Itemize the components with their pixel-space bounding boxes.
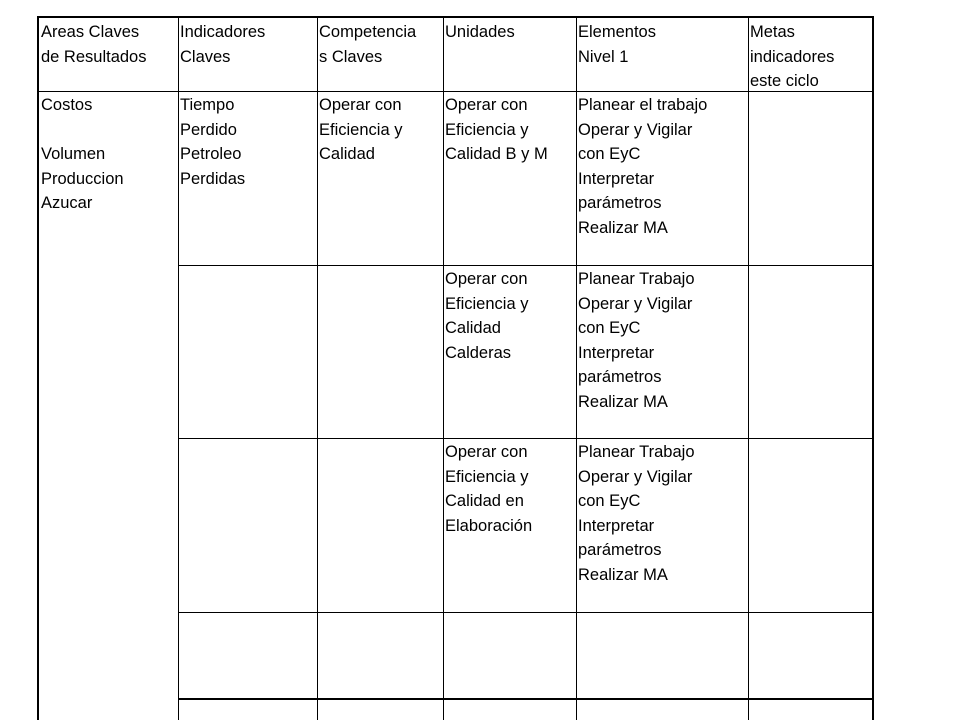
unit-cell: Operar con Eficiencia y Calidad Calderas [445,270,529,362]
area-cell: Costos Volumen Produccion Azucar [41,96,124,212]
row-divider [178,612,872,613]
column-divider [748,18,749,720]
column-divider [576,18,577,720]
competency-cell: Operar con Eficiencia y Calidad [319,96,403,163]
unit-cell: Operar con Eficiencia y Calidad en Elaboración [445,443,533,535]
header-competencies: Competencia s Claves [319,23,417,66]
indicator-cell: Tiempo Perdido Petroleo Perdidas [180,96,246,188]
key-results-table [37,16,874,720]
elements-cell: Planear el trabajo Operar y Vigilar con EyC Interpretar parámetros Realizar MA [578,96,708,237]
header-areas: Areas Claves de Resultados [41,23,147,66]
column-divider [443,18,444,720]
column-divider [317,18,318,720]
column-divider [178,18,179,720]
elements-cell: Planear Trabajo Operar y Vigilar con EyC Interpretar parámetros Realizar MA [578,270,695,411]
row-divider [178,438,872,439]
header-goals: Metas indicadores este ciclo [750,23,835,90]
header-elements: Elementos Nivel 1 [578,23,656,66]
unit-cell: Operar con Eficiencia y Calidad B y M [445,96,548,163]
row-divider [178,698,872,700]
row-divider [39,91,872,92]
header-units: Unidades [445,23,515,41]
header-indicators: Indicadores Claves [180,23,266,66]
elements-cell: Planear Trabajo Operar y Vigilar con EyC Interpretar parámetros Realizar MA [578,443,695,584]
row-divider [178,265,872,266]
